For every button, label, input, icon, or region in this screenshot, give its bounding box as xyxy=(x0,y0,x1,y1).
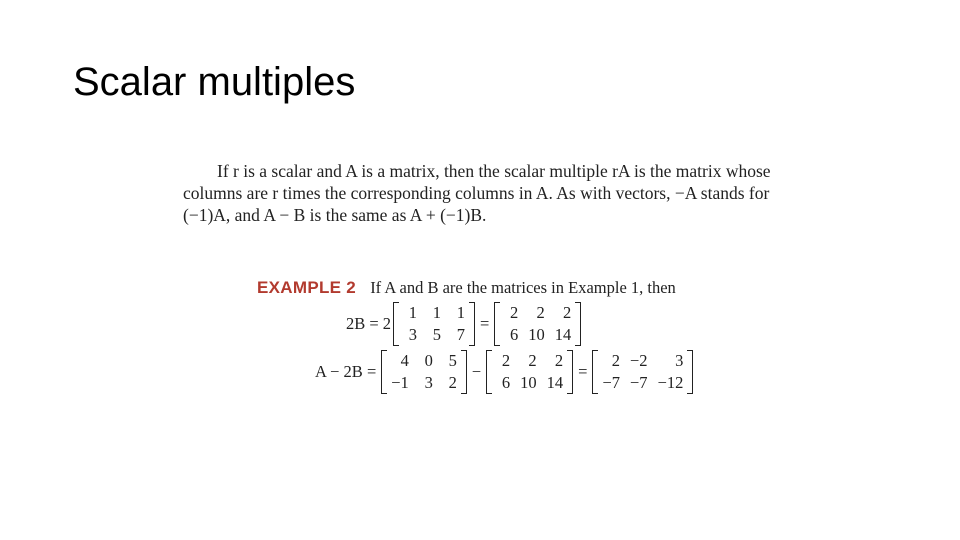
matrix-cell: 6 xyxy=(501,373,511,392)
matrix-cell: 0 xyxy=(424,351,433,370)
minus-sign: − xyxy=(471,362,482,381)
definition-line-2: columns are r times the corresponding columns in A. As with vectors, −A stands for xyxy=(183,183,770,203)
matrix-cell: 2 xyxy=(510,303,519,322)
right-bracket xyxy=(687,350,693,394)
equation-lhs: 2B = xyxy=(346,314,379,333)
matrix-cell: 3 xyxy=(408,325,417,344)
left-bracket xyxy=(592,350,598,394)
matrix-cell: 1 xyxy=(456,303,465,322)
equals-sign: = xyxy=(479,314,490,333)
matrix-cell: 3 xyxy=(675,351,684,370)
right-bracket xyxy=(461,350,467,394)
matrix-2b xyxy=(485,350,574,394)
matrix-cell: 2 xyxy=(563,303,572,322)
left-bracket xyxy=(494,302,500,346)
equation-a-minus-2b xyxy=(315,350,694,394)
right-bracket xyxy=(567,350,573,394)
definition-line-3: (−1)A, and A − B is the same as A + (−1)B. xyxy=(183,205,487,225)
definition-paragraph xyxy=(183,160,843,226)
matrix-cell: 2 xyxy=(554,351,564,370)
matrix-cell: 5 xyxy=(432,325,441,344)
matrix-cell: 10 xyxy=(520,373,537,392)
matrix-cell: 3 xyxy=(424,373,433,392)
matrix-cell: 14 xyxy=(554,325,572,344)
matrix-cell: 2 xyxy=(448,373,457,392)
matrix-cell: 2 xyxy=(611,351,620,370)
matrix-cell: −12 xyxy=(657,373,684,392)
left-bracket xyxy=(393,302,399,346)
equation-lhs: A − 2B = xyxy=(315,362,377,381)
matrix-cell: 6 xyxy=(510,325,519,344)
example-label: EXAMPLE 2 xyxy=(257,278,357,297)
matrix-a xyxy=(380,350,468,394)
matrix-cell: 1 xyxy=(408,303,417,322)
matrix-cell: 2 xyxy=(528,351,537,370)
left-bracket xyxy=(486,350,492,394)
matrix-2b xyxy=(493,302,582,346)
matrix-cell: 2 xyxy=(536,303,545,322)
right-bracket xyxy=(469,302,475,346)
definition-line-1: If r is a scalar and A is a matrix, then the scalar multiple rA is the matrix whose xyxy=(217,161,771,181)
equals-sign: = xyxy=(578,362,588,381)
matrix-result xyxy=(591,350,694,394)
matrix-cell: −7 xyxy=(602,373,620,392)
matrix-cell: 10 xyxy=(528,325,545,344)
matrix-cell: 1 xyxy=(432,303,441,322)
matrix-cell: 4 xyxy=(400,351,409,370)
equation-2b xyxy=(346,302,582,346)
example-text: If A and B are the matrices in Example 1, then xyxy=(370,278,676,297)
matrix-cell: 2 xyxy=(501,351,511,370)
matrix-cell: −2 xyxy=(630,351,648,370)
matrix-cell: 14 xyxy=(546,373,564,392)
scalar-coefficient: 2 xyxy=(382,314,391,333)
matrix-cell: −7 xyxy=(630,373,648,392)
slide-title: Scalar multiples xyxy=(73,60,356,104)
right-bracket xyxy=(575,302,581,346)
matrix-cell: −1 xyxy=(391,373,409,392)
matrix-b xyxy=(392,302,476,346)
left-bracket xyxy=(381,350,387,394)
matrix-cell: 5 xyxy=(448,351,457,370)
example-heading xyxy=(257,276,676,300)
matrix-cell: 7 xyxy=(456,325,465,344)
